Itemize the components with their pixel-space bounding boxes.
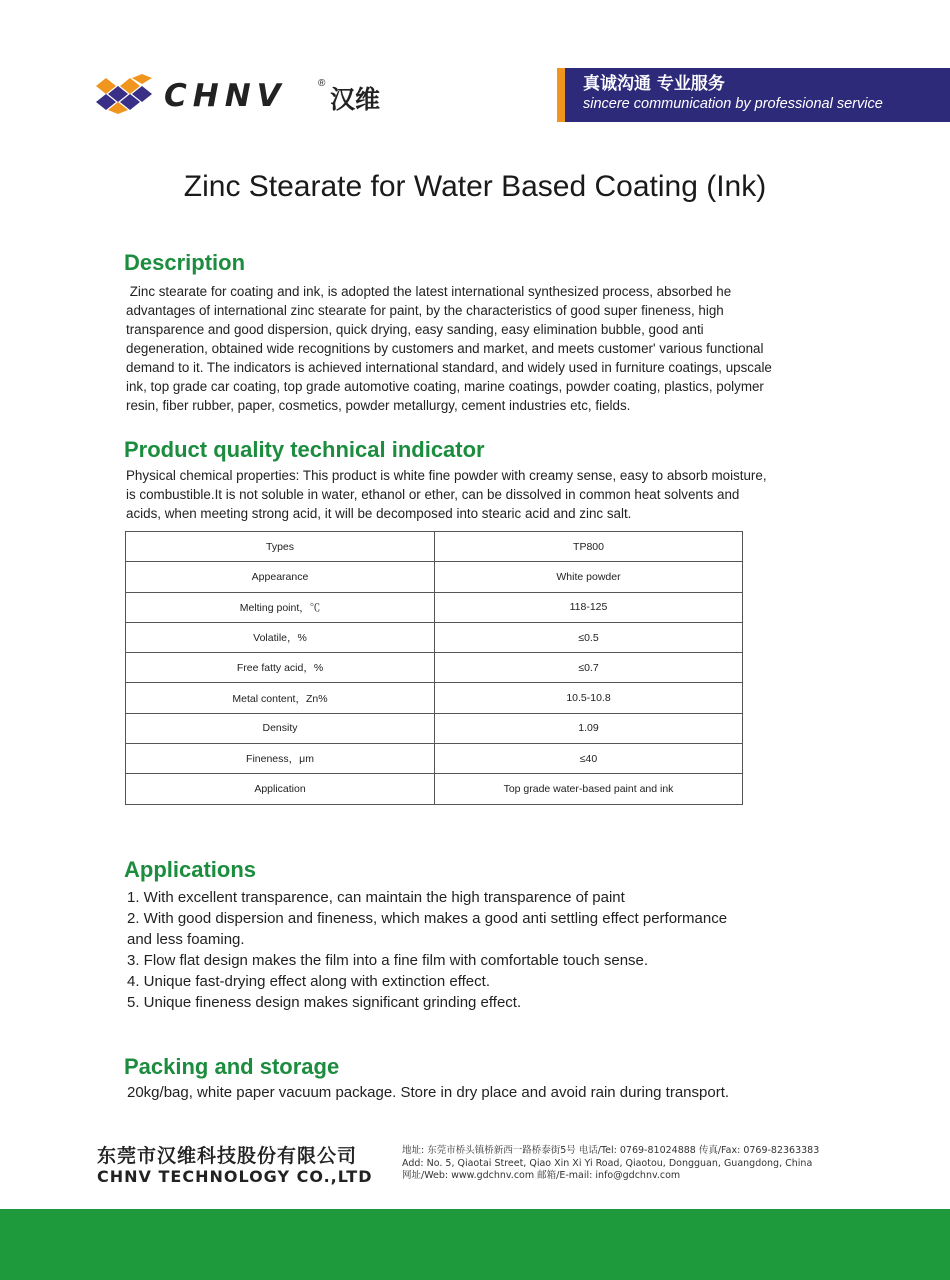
spec-value: 10.5-10.8: [435, 683, 743, 713]
quality-heading: Product quality technical indicator: [124, 437, 485, 462]
description-line: resin, fiber rubber, paper, cosmetics, powder metallurgy, cement industries etc, fields.: [126, 398, 631, 413]
contact-line: 地址: 东莞市桥头镇桥新西一路桥泰街5号 电话/Tel: 0769-81024888 传真/Fax: 0769-82363383: [402, 1145, 820, 1156]
applications-heading: Applications: [124, 857, 257, 882]
description-heading: Description: [124, 250, 246, 275]
table-row: [126, 713, 743, 743]
spec-value: ≤0.5: [435, 622, 743, 652]
packing-heading: Packing and storage: [124, 1054, 340, 1079]
description-line: ink, top grade car coating, top grade automotive coating, marine coatings, powder coating, plastics, polymer: [126, 379, 764, 394]
description-text: [126, 282, 836, 415]
list-item: 2. With good dispersion and fineness, which makes a good anti settling effect performance: [127, 910, 728, 927]
spec-value: ≤40: [435, 744, 743, 774]
quality-line: acids, when meeting strong acid, it will be decomposed into stearic acid and zinc salt.: [126, 506, 632, 521]
footer-bar: [0, 1209, 950, 1280]
table-row: [126, 532, 743, 562]
list-item: and less foaming.: [127, 931, 245, 948]
spec-label: Appearance: [126, 562, 435, 592]
registered-mark: ®: [318, 78, 326, 89]
table-row: [126, 774, 743, 804]
spec-value: TP800: [435, 532, 743, 562]
spec-value: 118-125: [435, 592, 743, 622]
quality-line: Physical chemical properties: This product is white fine powder with creamy sense, easy to absorb moisture,: [126, 468, 767, 483]
spec-label: Types: [126, 532, 435, 562]
slogan-chinese: 真诚沟通 专业服务: [583, 74, 725, 94]
logo-wordmark: CHNV: [164, 78, 287, 114]
spec-label: Melting point，℃: [126, 592, 435, 622]
table-row: [126, 683, 743, 713]
table-row: [126, 592, 743, 622]
slogan-banner: [557, 68, 950, 122]
contact-info: [402, 1145, 819, 1183]
description-line: demand to it. The indicators is achieved international standard, and widely used in furniture coatings, upscale: [126, 360, 772, 375]
quality-text: [126, 466, 836, 523]
list-item: 3. Flow flat design makes the film into a fine film with comfortable touch sense.: [127, 952, 649, 969]
quality-line: is combustible.It is not soluble in water, ethanol or ether, can be dissolved in common heat solvents and: [126, 487, 740, 502]
chnv-logo-mark-icon: [96, 74, 152, 114]
description-line: degeneration, obtained wide recognitions by customers and market, and meets customer' various functional: [126, 341, 764, 356]
spec-label: Metal content，Zn%: [126, 683, 435, 713]
contact-line: 网址/Web: www.gdchnv.com 邮箱/E-mail: info@gdchnv.com: [402, 1170, 681, 1181]
company-name: [97, 1145, 373, 1187]
spec-value: Top grade water-based paint and ink: [435, 774, 743, 804]
contact-line: Add: No. 5, Qiaotai Street, Qiao Xin Xi Yi Road, Qiaotou, Dongguan, Guangdong, China: [402, 1157, 813, 1169]
description-line: advantages of international zinc stearate for paint, by the characteristics of good super fineness, high: [126, 303, 724, 318]
table-row: [126, 562, 743, 592]
spec-value: 1.09: [435, 713, 743, 743]
list-item: 5. Unique fineness design makes significant grinding effect.: [127, 994, 522, 1011]
spec-label: Application: [126, 774, 435, 804]
company-name-english: CHNV TECHNOLOGY CO.,LTD: [97, 1167, 373, 1186]
table-row: [126, 744, 743, 774]
table-row: [126, 653, 743, 683]
spec-label: Volatile，%: [126, 622, 435, 652]
table-row: [126, 622, 743, 652]
spec-table: [125, 531, 743, 805]
page-title: Zinc Stearate for Water Based Coating (Ink): [183, 170, 767, 203]
spec-label: Free fatty acid，%: [126, 653, 435, 683]
spec-value: White powder: [435, 562, 743, 592]
logo-chinese-name: 汉维: [330, 85, 381, 114]
spec-label: Density: [126, 713, 435, 743]
description-line: transparence and good dispersion, quick drying, easy sanding, easy elimination bubble, good anti: [126, 322, 704, 337]
list-item: 4. Unique fast-drying effect along with extinction effect.: [127, 973, 490, 990]
spec-value: ≤0.7: [435, 653, 743, 683]
description-line: Zinc stearate for coating and ink, is adopted the latest international synthesized process, absorbed he: [126, 284, 732, 299]
company-name-chinese: 东莞市汉维科技股份有限公司: [97, 1145, 358, 1167]
slogan-english: sincere communication by professional service: [583, 96, 883, 112]
company-logo: [96, 74, 396, 118]
applications-list: [127, 887, 827, 1013]
packing-text: 20kg/bag, white paper vacuum package. Store in dry place and avoid rain during transport.: [127, 1084, 730, 1101]
spec-label: Fineness，μm: [126, 744, 435, 774]
list-item: 1. With excellent transparence, can maintain the high transparence of paint: [127, 889, 625, 906]
